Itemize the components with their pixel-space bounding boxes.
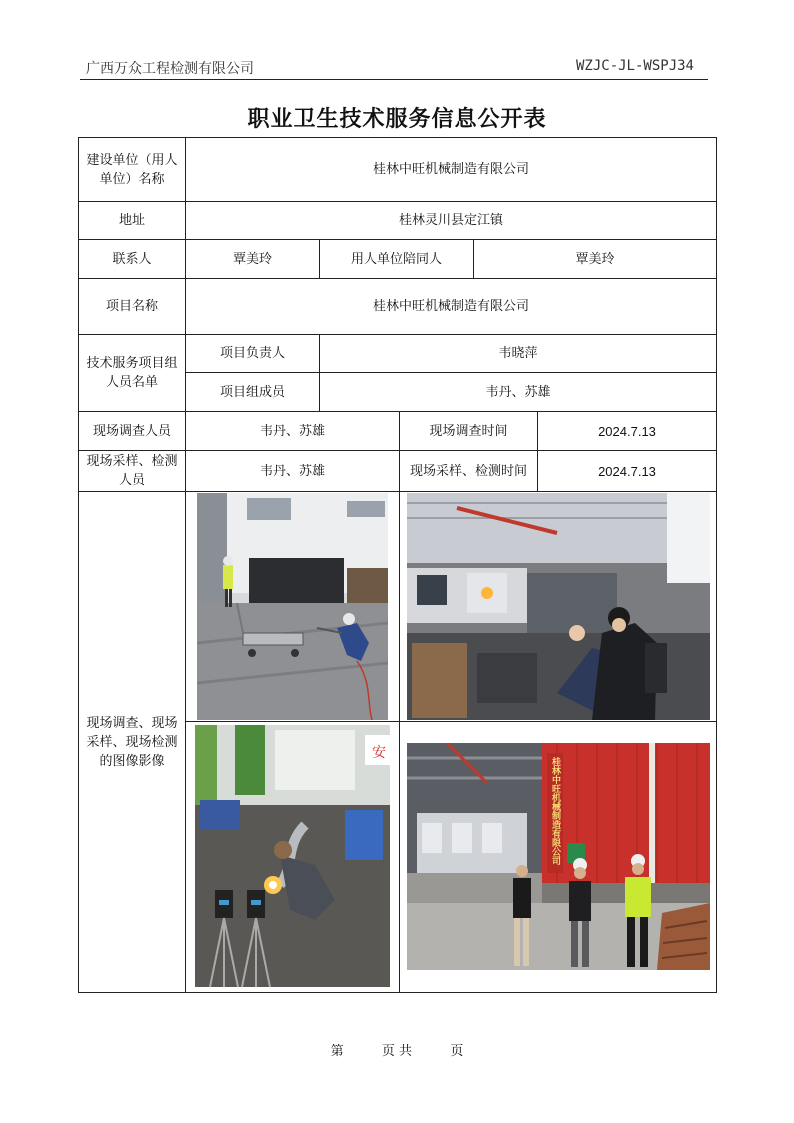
address-value: 桂林灵川县定江镇: [185, 201, 717, 240]
leader-label: 项目负责人: [185, 334, 320, 373]
members-value: 韦丹、苏雄: [319, 372, 717, 412]
photo-workshop-interview: [407, 493, 710, 720]
accompany-label: 用人单位陪同人: [319, 239, 474, 279]
leader-value: 韦晓萍: [319, 334, 717, 373]
address-label: 地址: [78, 201, 186, 240]
sampling-time-value: 2024.7.13: [537, 450, 717, 492]
page-middle: 页 共: [381, 1044, 413, 1059]
document-code: WZJC-JL-WSPJ34: [575, 58, 694, 74]
page-title: 职业卫生技术服务信息公开表: [247, 107, 547, 132]
page-prefix: 第: [330, 1044, 344, 1059]
company-name: 广西万众工程检测有限公司: [86, 61, 254, 77]
page-suffix: 页: [450, 1044, 464, 1059]
project-label: 项目名称: [78, 278, 186, 335]
header-divider: [80, 79, 708, 80]
contact-label: 联系人: [78, 239, 186, 279]
survey-staff-value: 韦丹、苏雄: [185, 411, 400, 451]
sampling-time-label: 现场采样、检测时间: [399, 450, 538, 492]
safety-sign-text: 安: [372, 745, 386, 761]
photo-outdoor-sampling: [197, 493, 388, 720]
project-value: 桂林中旺机械制造有限公司: [185, 278, 717, 335]
factory-sign-text: 桂林中旺机械制造有限公司: [550, 757, 560, 865]
survey-time-value: 2024.7.13: [537, 411, 717, 451]
employer-value: 桂林中旺机械制造有限公司: [185, 137, 717, 202]
employer-label: 建设单位（用人单位）名称: [78, 137, 186, 202]
images-label: 现场调查、现场采样、现场检测的图像影像: [78, 491, 186, 993]
survey-time-label: 现场调查时间: [399, 411, 538, 451]
members-label: 项目组成员: [185, 372, 320, 412]
sampling-staff-label: 现场采样、检测人员: [78, 450, 186, 492]
team-label: 技术服务项目组人员名单: [78, 334, 186, 412]
contact-value: 覃美玲: [185, 239, 320, 279]
photo-welding-sampling: [195, 725, 390, 987]
page-footer: [0, 1040, 794, 1059]
accompany-value: 覃美玲: [473, 239, 717, 279]
sampling-staff-value: 韦丹、苏雄: [185, 450, 400, 492]
survey-staff-label: 现场调查人员: [78, 411, 186, 451]
photo-group-factory: [407, 743, 710, 970]
